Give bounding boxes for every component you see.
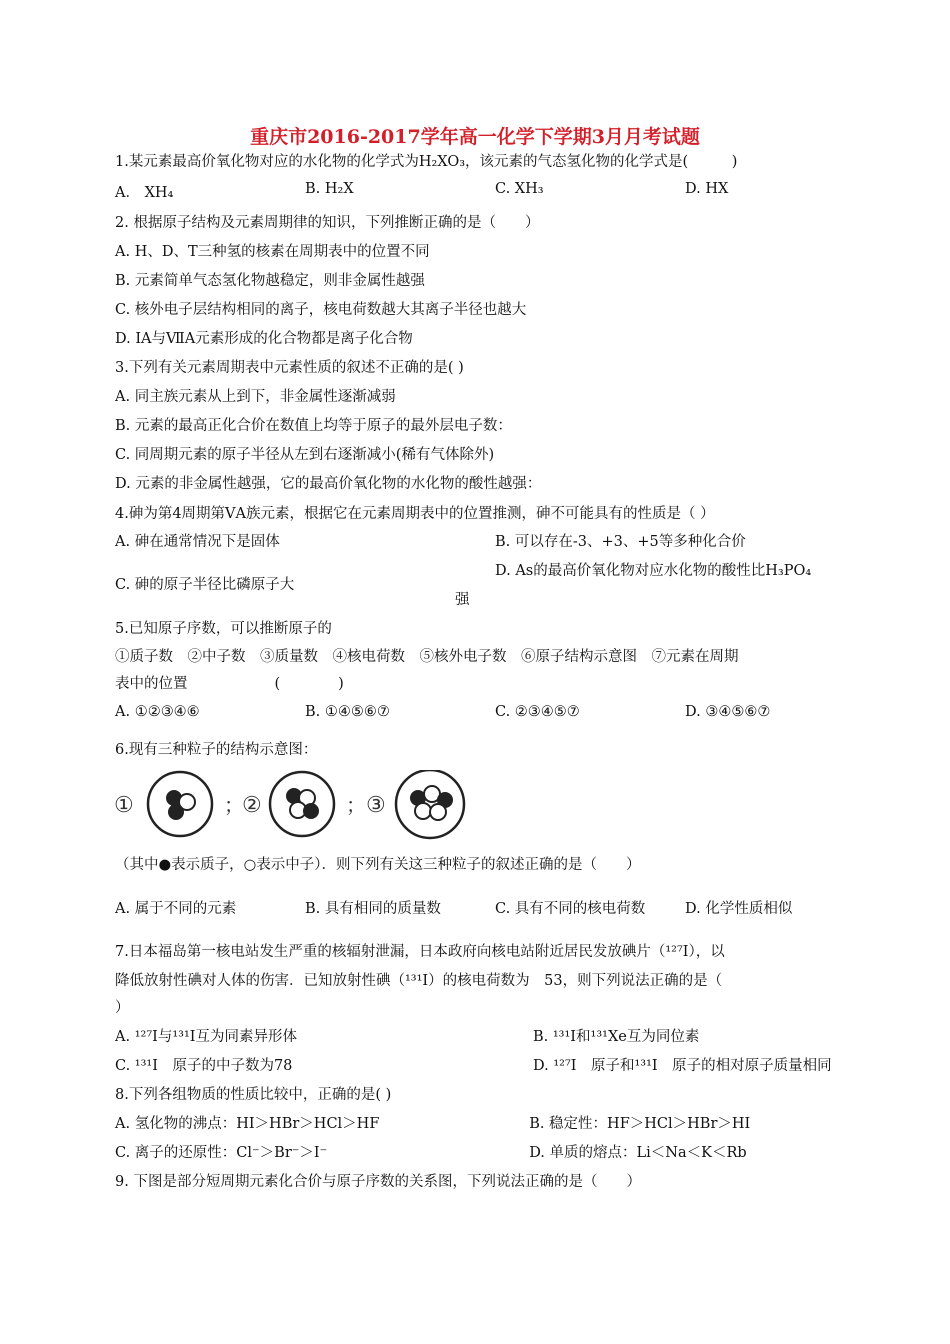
option-d: D. As的最高价氧化物对应水化物的酸性比H₃PO₄ — [495, 563, 812, 579]
option-d: D. 单质的熔点：Li＜Na＜K＜Rb — [529, 1145, 747, 1161]
option-b: B. 稳定性：HF＞HCl＞HBr＞HI — [529, 1116, 751, 1132]
option-a: A. 同主族元素从上到下，非金属性逐渐减弱 — [115, 389, 396, 405]
option-a: A. ¹²⁷I与¹³¹I互为同素异形体 — [115, 1029, 298, 1045]
option-b: B. H₂X — [305, 181, 354, 197]
option-c: C. 同周期元素的原子半径从左到右逐渐减小(稀有气体除外) — [115, 447, 495, 463]
question-5-items: ①质子数 ②中子数 ③质量数 ④核电荷数 ⑤核外电子数 ⑥原子结构示意图 ⑦元素在周期 — [115, 649, 739, 665]
option-b: B. 具有相同的质量数 — [305, 901, 441, 917]
option-b: B. 元素的最高正化合价在数值上均等于原子的最外层电子数： — [115, 418, 512, 434]
option-d: D. 元素的非金属性越强，它的最高价氧化物的水化物的酸性越强： — [115, 476, 542, 492]
question-7-row-2 — [115, 1054, 875, 1075]
question-2-stem: 2. 根据原子结构及元素周期律的知识，下列推断正确的是（ ） — [115, 215, 540, 231]
option-a: A. ①②③④⑥ — [115, 704, 200, 720]
question-4-row-1 — [115, 530, 875, 551]
question-6-legend: （其中●表示质子，○表示中子）．则下列有关这三种粒子的叙述正确的是（ ） — [115, 857, 641, 873]
neutron-icon — [430, 804, 446, 820]
option-c: C. ¹³¹I 原子的中子数为78 — [115, 1058, 293, 1074]
particle-structure-figure — [112, 770, 482, 842]
question-9-stem: 9. 下图是部分短周期元素化合价与原子序数的关系图，下列说法正确的是（ ） — [115, 1174, 641, 1190]
option-a: A． XH₄ — [115, 185, 174, 201]
question-6-options — [115, 897, 875, 918]
option-c: C. 砷的原子半径比磷原子大 — [115, 577, 295, 593]
option-a: A. 属于不同的元素 — [115, 901, 237, 917]
option-a: A. 砷在通常情况下是固体 — [115, 534, 280, 550]
question-1-stem: 1.某元素最高价氧化物对应的水化物的化学式为H₂XO₃，该元素的气态氢化物的化学式是( ) — [115, 154, 738, 170]
question-8-row-2 — [115, 1141, 875, 1162]
question-3-stem: 3.下列有关元素周期表中元素性质的叙述不正确的是( ) — [115, 360, 464, 376]
option-a: A. 氢化物的沸点：HI＞HBr＞HCl＞HF — [115, 1116, 380, 1132]
question-7-stem-line-3: ） — [115, 1000, 130, 1016]
proton-icon — [303, 803, 319, 819]
option-b: B. 可以存在-3、+3、+5等多种化合价 — [495, 534, 746, 550]
question-1-options — [115, 181, 875, 202]
figure-separator: ； — [224, 793, 244, 817]
option-d: D. ③④⑤⑥⑦ — [685, 704, 771, 720]
option-d: D. ¹²⁷I 原子和¹³¹I 原子的相对原子质量相同 — [533, 1058, 832, 1074]
option-c: C. XH₃ — [495, 181, 544, 197]
option-d: D. HX — [685, 181, 729, 197]
option-d: D. 化学性质相似 — [685, 901, 793, 917]
proton-icon — [168, 804, 184, 820]
figure-label-3: ③ — [366, 793, 386, 818]
option-c: C. 离子的还原性：Cl⁻＞Br⁻＞I⁻ — [115, 1145, 328, 1161]
option-c: C. 核外电子层结构相同的离子，核电荷数越大其离子半径也越大 — [115, 302, 527, 318]
question-4-row-2 — [115, 563, 875, 594]
neutron-icon — [415, 803, 431, 819]
option-c: C. ②③④⑤⑦ — [495, 704, 580, 720]
figure-separator: ； — [346, 793, 366, 817]
question-7-row-1 — [115, 1025, 875, 1046]
option-b: B. 元素简单气态氢化物越稳定，则非金属性越强 — [115, 273, 425, 289]
particle-3-outline — [396, 770, 464, 838]
question-8-stem: 8.下列各组物质的性质比较中，正确的是( ) — [115, 1087, 392, 1103]
option-b: B. ¹³¹I和¹³¹Xe互为同位素 — [533, 1029, 700, 1045]
option-c: C. 具有不同的核电荷数 — [495, 901, 646, 917]
question-7-stem-line-2: 降低放射性碘对人体的伤害．已知放射性碘（¹³¹I）的核电荷数为 53，则下列说法正确的是（ — [115, 973, 723, 989]
question-5-options — [115, 704, 875, 720]
question-7-stem-line-1: 7.日本福岛第一核电站发生严重的核辐射泄漏，日本政府向核电站附近居民发放碘片（¹²⁷I），以 — [115, 944, 725, 960]
figure-label-2: ② — [242, 793, 262, 818]
page-title: 重庆市2016-2017学年高一化学下学期3月月考试题 — [250, 126, 700, 148]
question-5-stem: 5.已知原子序数，可以推断原子的 — [115, 621, 332, 637]
question-4-stem: 4.砷为第4周期第ⅤA族元素，根据它在元素周期表中的位置推测，砷不可能具有的性质是（ ） — [115, 506, 715, 522]
figure-label-1: ① — [114, 793, 134, 818]
option-d-continued: 强 — [455, 592, 470, 608]
question-8-row-1 — [115, 1112, 875, 1133]
question-6-stem: 6.现有三种粒子的结构示意图： — [115, 742, 318, 758]
option-a: A. H、D、T三种氢的核素在周期表中的位置不同 — [115, 244, 430, 260]
option-d: D. ⅠA与ⅦA元素形成的化合物都是离子化合物 — [115, 331, 413, 347]
question-5-items-continued: 表中的位置 ( ) — [115, 676, 344, 692]
option-b: B. ①④⑤⑥⑦ — [305, 704, 390, 720]
